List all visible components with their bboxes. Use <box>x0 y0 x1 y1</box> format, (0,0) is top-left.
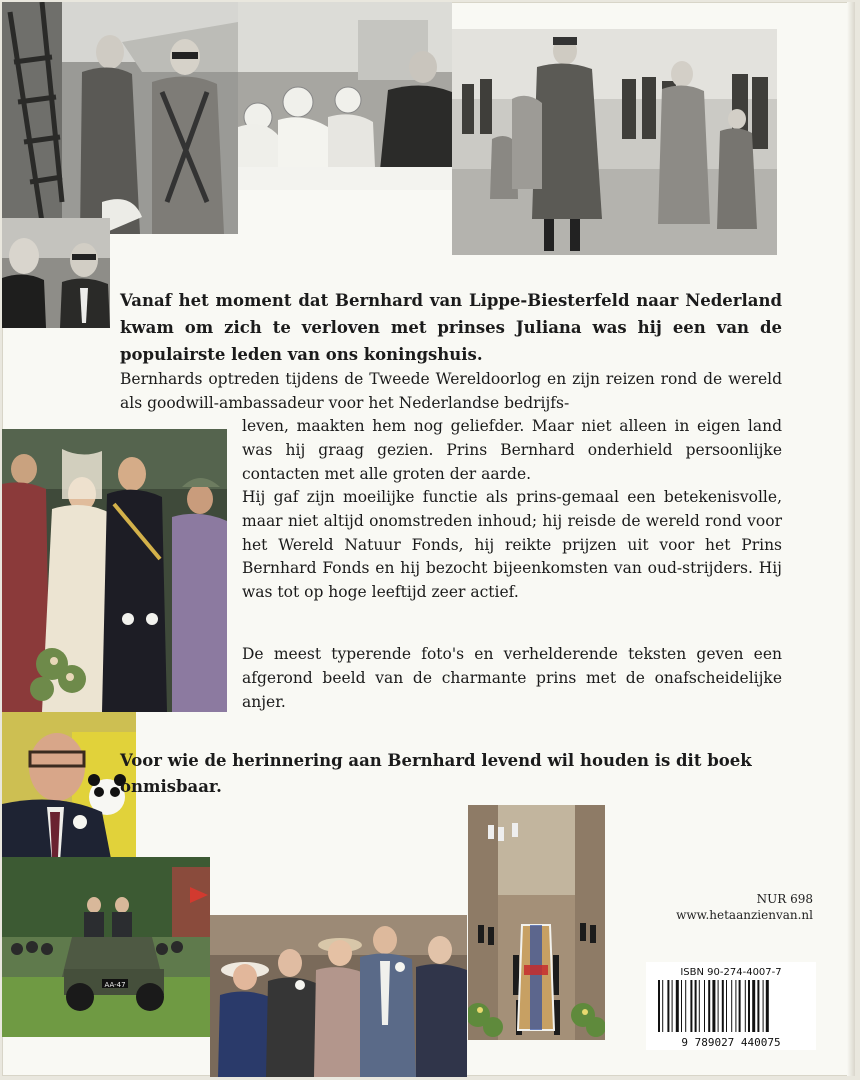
photo-meeting-kennedy <box>2 218 110 328</box>
barcode-bar <box>726 980 727 1032</box>
barcode-bar <box>672 980 673 1032</box>
barcode-bar <box>752 980 755 1032</box>
barcode-bar <box>722 980 724 1032</box>
isbn-barcode <box>646 962 816 1050</box>
photo-funeral-procession <box>468 805 605 1040</box>
cover-edge <box>847 2 855 1076</box>
photo-children-tea <box>238 2 452 190</box>
closing-paragraph: Voor wie de herinnering aan Bernhard levend wil houden is dit boek onmisbaar. <box>120 751 752 796</box>
body-paragraph-3: De meest typerende foto's en verhelderende teksten geven een afgerond beeld van de charmante prins met de onafscheidelijke anjer. <box>242 645 782 711</box>
barcode-bar <box>662 980 663 1032</box>
barcode-number: 9 789027 440075 <box>681 1036 781 1049</box>
photo-portrait-panda <box>2 712 136 864</box>
barcode-bar <box>718 980 719 1032</box>
barcode-bar <box>690 980 692 1032</box>
barcode-bar <box>658 980 660 1032</box>
lead-paragraph: Vanaf het moment dat Bernhard van Lippe-Biesterfeld naar Nederland kwam om zich te verloven met prinses Juliana was hij een van de populairste leden van ons koningshuis. <box>120 291 782 364</box>
photo-royal-family <box>210 915 467 1077</box>
nur-code: NUR 698 <box>756 892 813 906</box>
barcode-bar <box>704 980 705 1032</box>
photo-jeep-parade <box>2 857 210 1037</box>
body-paragraph-2: Hij gaf zijn moeilijke functie als prins-gemaal een betekenisvolle, maar niet altijd onomstreden inhoud; hij reisde de wereld rond voor het Wereld Natuur Fonds, hij reikte prijzen uit voor het Prins Bernhard Fonds en hij bezocht bijeenkomsten van oud-strijders. Hij was tot op hoge leeftijd zeer actief. <box>242 488 782 602</box>
barcode-bar <box>667 980 669 1032</box>
barcode-bar <box>763 980 764 1032</box>
jeep-plate-text: AA-47 <box>104 981 126 989</box>
barcode-bar <box>695 980 697 1032</box>
barcode-bar <box>676 980 679 1032</box>
barcode-bar <box>748 980 750 1032</box>
body-paragraph-1a: Bernhards optreden tijdens de Tweede Wereldoorlog en zijn reizen rond de wereld als goodwill-ambassadeur voor het Nederlandse bedrijfs- <box>120 370 782 412</box>
book-back-cover <box>2 2 855 1076</box>
barcode-bar <box>699 980 700 1032</box>
barcode-bar <box>766 980 769 1032</box>
barcode-bar <box>739 980 741 1032</box>
photo-aviation-pilots <box>2 2 238 234</box>
photo-royal-wedding <box>2 429 227 712</box>
photo-airport-walk <box>452 29 777 255</box>
barcode-bar <box>681 980 682 1032</box>
barcode-bar <box>731 980 732 1032</box>
body-paragraph-1b: leven, maakten hem nog geliefder. Maar niet alleen in eigen land was hij graag gezien. Prins Bernhard onderhield persoonlijke contacten met alle groten der aarde. <box>242 417 782 483</box>
publisher-website: www.hetaanzienvan.nl <box>676 908 813 922</box>
barcode-bar <box>708 980 710 1032</box>
barcode-bar <box>712 980 715 1032</box>
barcode-bar <box>685 980 686 1032</box>
barcode-bar <box>757 980 759 1032</box>
isbn-text: ISBN 90-274-4007-7 <box>680 967 782 978</box>
barcode-bar <box>735 980 736 1032</box>
barcode-bar <box>745 980 746 1032</box>
